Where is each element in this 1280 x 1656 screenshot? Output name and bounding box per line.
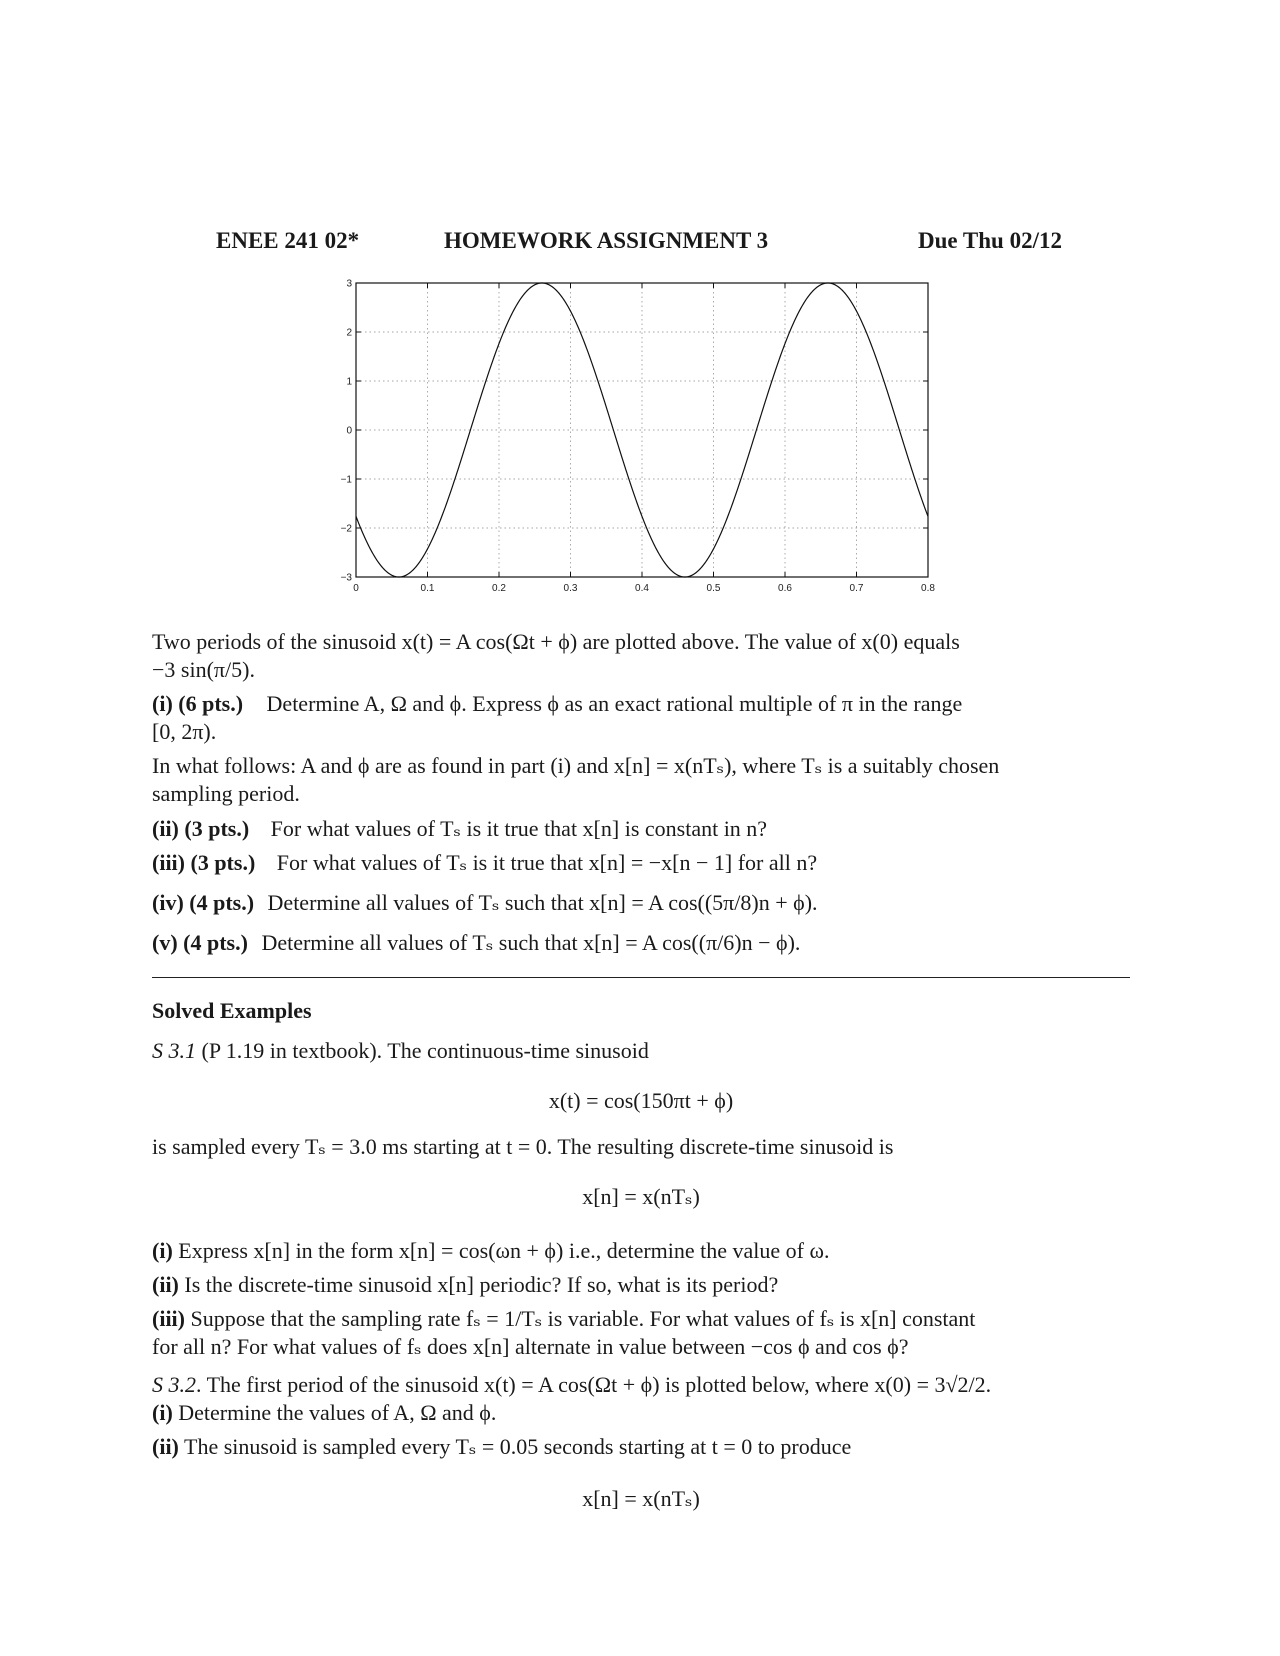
x-tick-label: 0 bbox=[353, 583, 359, 594]
part-ii-text: For what values of Tₛ is it true that x[n] is constant in n? bbox=[270, 816, 768, 841]
s31-part-iii-line-2: for all n? For what values of fₛ does x[n] alternate in value between −cos ϕ and cos ϕ? bbox=[152, 1334, 909, 1359]
x-tick-label: 0.6 bbox=[778, 583, 792, 594]
s32-part-ii bbox=[152, 1433, 1130, 1461]
s31-part-iii-text: Suppose that the sampling rate fₛ = 1/Tₛ is variable. For what values of fₛ is x[n] constant bbox=[190, 1306, 976, 1331]
s31-line-2: is sampled every Tₛ = 3.0 ms starting at t = 0. The resulting discrete-time sinusoid is bbox=[152, 1134, 894, 1159]
x-tick-label: 0.1 bbox=[420, 583, 435, 594]
y-tick-label: 1 bbox=[346, 376, 352, 388]
s31-part-ii-text: Is the discrete-time sinusoid x[n] periodic? If so, what is its period? bbox=[184, 1272, 779, 1297]
x-tick-label: 0.7 bbox=[849, 583, 864, 594]
s31-label: S 3.1 bbox=[152, 1038, 196, 1063]
s31-part-iii-label: (iii) bbox=[152, 1306, 185, 1331]
part-iv-label: (iv) (4 pts.) bbox=[152, 890, 255, 915]
s31-part-ii-label: (ii) bbox=[152, 1272, 179, 1297]
page-header bbox=[216, 228, 1062, 258]
intro-line-1: Two periods of the sinusoid x(t) = A cos(Ωt + ϕ) are plotted above. The value of x(0) equals bbox=[152, 629, 960, 654]
s32-text: . The first period of the sinusoid x(t) = A cos(Ωt + ϕ) is plotted below, where x(0) = 3√2/2. bbox=[196, 1372, 992, 1397]
y-tick-label: 2 bbox=[346, 327, 352, 339]
x-tick-label: 0.2 bbox=[492, 583, 506, 594]
y-tick-label: −1 bbox=[340, 474, 352, 486]
y-tick-label: 0 bbox=[346, 425, 352, 437]
s31-text: The continuous-time sinusoid bbox=[387, 1038, 649, 1063]
s31-part-i-text: Express x[n] in the form x[n] = cos(ωn + ϕ) i.e., determine the value of ω. bbox=[178, 1238, 830, 1263]
part-v bbox=[152, 929, 1130, 957]
s32-part-ii-label: (ii) bbox=[152, 1434, 179, 1459]
x-tick-label: 0.3 bbox=[563, 583, 578, 594]
s32-intro bbox=[152, 1371, 1130, 1399]
y-tick-label: −3 bbox=[340, 572, 352, 584]
x-tick-label: 0.4 bbox=[635, 583, 649, 594]
y-tick-label: 3 bbox=[346, 278, 352, 290]
part-iv-text: Determine all values of Tₛ such that x[n] = A cos((5π/8)n + ϕ). bbox=[267, 890, 818, 915]
part-v-text: Determine all values of Tₛ such that x[n] = A cos((π/6)n − ϕ). bbox=[261, 930, 801, 955]
s32-part-i-text: Determine the values of A, Ω and ϕ. bbox=[178, 1400, 497, 1425]
s31-part-iii bbox=[152, 1305, 1130, 1333]
due-date: Due Thu 02/12 bbox=[917, 228, 1062, 253]
course-code: ENEE 241 02* bbox=[216, 228, 360, 253]
follows-line-2: sampling period. bbox=[152, 781, 300, 806]
part-i-label: (i) (6 pts.) bbox=[152, 691, 244, 716]
part-i-text: Determine A, Ω and ϕ. Express ϕ as an exact rational multiple of π in the range bbox=[266, 691, 963, 716]
part-v-label: (v) (4 pts.) bbox=[152, 930, 248, 955]
intro-line-2: −3 sin(π/5). bbox=[152, 657, 255, 682]
s31-ref: (P 1.19 in textbook). bbox=[201, 1038, 383, 1063]
s31-equation-2: x[n] = x(nTₛ) bbox=[582, 1184, 700, 1209]
s31-part-i bbox=[152, 1237, 1130, 1265]
s32-part-i bbox=[152, 1399, 1130, 1427]
assignment-title: HOMEWORK ASSIGNMENT 3 bbox=[444, 228, 769, 253]
solved-heading: Solved Examples bbox=[152, 998, 312, 1023]
part-ii-label: (ii) (3 pts.) bbox=[152, 816, 250, 841]
part-i bbox=[152, 690, 1130, 718]
s32-part-i-label: (i) bbox=[152, 1400, 173, 1425]
part-iv bbox=[152, 889, 1130, 917]
part-iii-label: (iii) (3 pts.) bbox=[152, 850, 256, 875]
y-tick-label: −2 bbox=[340, 523, 352, 535]
s31-part-ii bbox=[152, 1271, 1130, 1299]
follows-line-1: In what follows: A and ϕ are as found in part (i) and x[n] = x(nTₛ), where Tₛ is a suitably chosen bbox=[152, 753, 1000, 778]
part-i-line-2: [0, 2π). bbox=[152, 719, 217, 744]
part-iii bbox=[152, 849, 1130, 877]
s31-intro bbox=[152, 1037, 1130, 1065]
sinusoid-plot bbox=[300, 268, 940, 598]
part-ii bbox=[152, 815, 1130, 843]
part-iii-text: For what values of Tₛ is it true that x[n] = −x[n − 1] for all n? bbox=[276, 850, 818, 875]
s32-label: S 3.2 bbox=[152, 1372, 196, 1397]
x-tick-label: 0.5 bbox=[706, 583, 721, 594]
s32-equation: x[n] = x(nTₛ) bbox=[582, 1486, 700, 1511]
s31-part-i-label: (i) bbox=[152, 1238, 173, 1263]
x-tick-label: 0.8 bbox=[921, 583, 935, 594]
s31-equation-1: x(t) = cos(150πt + ϕ) bbox=[548, 1088, 734, 1113]
s32-part-ii-text: The sinusoid is sampled every Tₛ = 0.05 seconds starting at t = 0 to produce bbox=[184, 1434, 852, 1459]
section-divider bbox=[152, 977, 1130, 978]
